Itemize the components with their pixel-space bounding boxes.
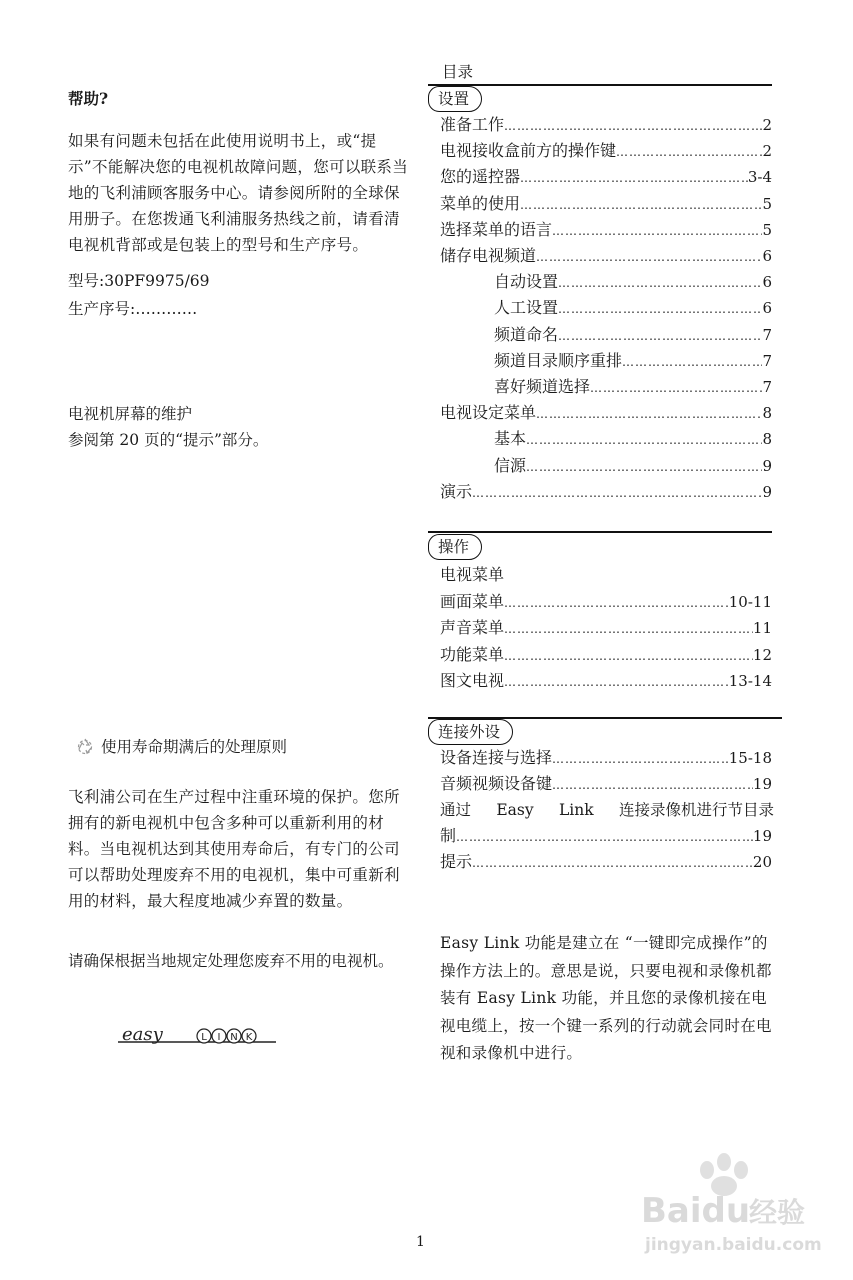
environment-paragraph: 飞利浦公司在生产过程中注重环境的保护。您所拥有的新电视机中包含多种可以重新利用的材料。当电视机达到其使用寿命后，有专门的公司可以帮助处理废弃不用的电视机，集中可重新利用的材料，最大程度地减少弃置的数量。 bbox=[68, 787, 400, 910]
logo-letter-k: K bbox=[245, 1032, 253, 1043]
toc-leader-dots bbox=[504, 113, 762, 139]
toc-leader-dots bbox=[558, 296, 762, 322]
toc-row bbox=[440, 668, 772, 694]
toc-row-easylink-recording-cont bbox=[440, 823, 772, 849]
toc-label: 菜单的使用 bbox=[440, 193, 521, 213]
toc-page: 10-11 bbox=[728, 592, 772, 611]
toc-word: Easy bbox=[496, 801, 534, 819]
toc-page: 2 bbox=[762, 142, 772, 161]
toc-row bbox=[440, 217, 772, 243]
toc-row bbox=[494, 374, 772, 400]
section-rule bbox=[428, 531, 772, 533]
toc-row bbox=[440, 138, 772, 164]
toc-leader-dots bbox=[558, 270, 762, 296]
toc-leader-dots bbox=[536, 244, 762, 270]
toc-label: 您的遥控器 bbox=[440, 167, 521, 187]
toc-page: 3-4 bbox=[747, 168, 772, 187]
toc-leader-dots bbox=[472, 850, 753, 876]
toc-row bbox=[440, 562, 772, 588]
toc-row bbox=[440, 164, 772, 190]
toc-word: 通过 bbox=[440, 801, 472, 819]
toc-label: 频道命名 bbox=[494, 324, 559, 344]
toc-row bbox=[440, 589, 772, 615]
toc-row bbox=[440, 479, 772, 505]
toc-label: 音频视频设备键 bbox=[440, 774, 553, 793]
toc-leader-dots bbox=[520, 165, 748, 191]
section-tab-operation: 操作 bbox=[428, 534, 482, 560]
toc-row bbox=[494, 269, 772, 295]
toc-title: 目录 bbox=[442, 63, 474, 81]
toc-label: 信源 bbox=[494, 455, 527, 475]
toc-page: 13-14 bbox=[728, 672, 772, 690]
toc-row bbox=[440, 642, 772, 668]
page-number: 1 bbox=[416, 1234, 425, 1250]
toc-leader-dots bbox=[472, 480, 762, 506]
toc-page: 7 bbox=[762, 378, 772, 396]
toc-row bbox=[440, 243, 772, 269]
logo-letter-n: N bbox=[230, 1032, 238, 1043]
toc-row bbox=[440, 849, 772, 875]
disposal-paragraph: 请确保根据当地规定处理您废弃不用的电视机。 bbox=[68, 951, 394, 970]
screen-care-heading: 电视机屏幕的维护 bbox=[68, 405, 193, 423]
toc-label: 频道目录顺序重排 bbox=[494, 350, 623, 370]
toc-word: 连接录像机进行节目录 bbox=[618, 801, 774, 819]
help-paragraph: 如果有问题未包括在此使用说明书上，或“提示”不能解决您的电视机故障问题，您可以联系当地的飞利浦顾客服务中心。请参阅所附的全球保用册子。在您拨通飞利浦服务热线之前，请看清电视机背部或是包装上的型号和生产序号。 bbox=[68, 131, 409, 254]
toc-page: 5 bbox=[762, 220, 772, 239]
toc-label: 提示 bbox=[440, 852, 473, 871]
toc-page: 8 bbox=[762, 430, 772, 449]
toc-row bbox=[440, 615, 772, 641]
toc-row bbox=[494, 322, 772, 348]
toc-page: 19 bbox=[752, 775, 772, 793]
toc-label: 电视菜单 bbox=[440, 565, 505, 584]
toc-word: Link bbox=[558, 801, 594, 819]
toc-leader-dots bbox=[456, 824, 753, 850]
toc-page: 5 bbox=[762, 194, 772, 213]
toc-row bbox=[440, 745, 772, 771]
serial-number: 生产序号:………… bbox=[68, 300, 198, 318]
toc-leader-dots bbox=[526, 454, 762, 480]
toc-page: 19 bbox=[752, 827, 772, 845]
recycle-icon bbox=[75, 736, 95, 756]
toc-row bbox=[440, 771, 772, 797]
toc-label: 功能菜单 bbox=[440, 644, 505, 664]
toc-leader-dots bbox=[622, 349, 762, 375]
baidu-jingyan-watermark bbox=[631, 1150, 821, 1260]
toc-label: 图文电视 bbox=[440, 671, 505, 690]
toc-leader-dots bbox=[504, 643, 753, 669]
toc-leader-dots bbox=[526, 427, 762, 453]
watermark-brand-cn: 经验 bbox=[749, 1196, 806, 1229]
toc-label: 画面菜单 bbox=[440, 591, 505, 611]
toc-page: 9 bbox=[762, 456, 772, 475]
paw-icon bbox=[700, 1153, 748, 1196]
easylink-description: Easy Link 功能是建立在 “一键即完成操作”的操作方法上的。意思是说，只要电视和录像机都装有 Easy Link 功能，并且您的录像机接在电视电缆上，按一个键一系列的行动就会同时在电视和录像机中进行。 bbox=[440, 934, 772, 1062]
toc-label: 选择菜单的语言 bbox=[440, 219, 553, 239]
toc-leader-dots bbox=[616, 139, 762, 165]
logo-letter-i: I bbox=[217, 1032, 221, 1043]
toc-row bbox=[494, 453, 772, 479]
easylink-logo bbox=[118, 1020, 278, 1060]
toc-leader-dots bbox=[504, 590, 729, 616]
toc-page: 6 bbox=[762, 247, 772, 265]
toc-page: 2 bbox=[762, 116, 772, 134]
toc-leader-dots bbox=[552, 772, 753, 798]
toc-leader-dots bbox=[552, 746, 729, 772]
section-tab-peripherals: 连接外设 bbox=[428, 719, 513, 745]
toc-leader-dots bbox=[520, 192, 762, 218]
toc-leader-dots bbox=[504, 669, 729, 695]
section-rule bbox=[428, 84, 772, 86]
model-number: 型号:30PF9975/69 bbox=[68, 272, 210, 290]
toc-label: 电视设定菜单 bbox=[440, 403, 537, 423]
toc-leader-dots bbox=[590, 375, 762, 401]
toc-label: 电视接收盒前方的操作键 bbox=[440, 141, 617, 161]
toc-page: 11 bbox=[752, 619, 772, 637]
toc-row-easylink-recording bbox=[440, 797, 774, 823]
easylink-logo-script: easy bbox=[122, 1024, 163, 1045]
toc-leader-dots bbox=[558, 323, 762, 349]
toc-label: 演示 bbox=[440, 481, 473, 501]
toc-row bbox=[440, 112, 772, 138]
toc-label: 设备连接与选择 bbox=[440, 748, 553, 767]
toc-label: 自动设置 bbox=[494, 272, 559, 292]
toc-leader-dots bbox=[504, 616, 753, 642]
logo-letter-l: L bbox=[201, 1032, 207, 1043]
toc-label: 储存电视频道 bbox=[440, 246, 537, 265]
toc-row bbox=[494, 295, 772, 321]
toc-page: 7 bbox=[762, 351, 772, 370]
toc-page: 15-18 bbox=[728, 749, 772, 767]
screen-care-text: 参阅第 20 页的“提示”部分。 bbox=[68, 431, 269, 449]
toc-label: 人工设置 bbox=[494, 298, 559, 318]
toc-leader-dots bbox=[536, 401, 762, 427]
toc-page: 8 bbox=[762, 404, 772, 423]
toc-row bbox=[440, 400, 772, 426]
toc-page: 12 bbox=[752, 645, 772, 664]
toc-label: 准备工作 bbox=[440, 115, 505, 134]
recycle-heading-row bbox=[75, 735, 287, 757]
toc-page: 7 bbox=[762, 325, 772, 344]
toc-row bbox=[440, 191, 772, 217]
section-tab-setup: 设置 bbox=[428, 86, 482, 112]
toc-page: 6 bbox=[762, 299, 772, 318]
help-heading: 帮助? bbox=[68, 89, 109, 108]
watermark-brand: Baidu bbox=[641, 1191, 751, 1231]
toc-row bbox=[494, 348, 772, 374]
toc-label: 声音菜单 bbox=[440, 618, 505, 637]
toc-label: 制 bbox=[440, 826, 457, 845]
toc-leader-dots bbox=[552, 218, 762, 244]
toc-row bbox=[494, 426, 772, 452]
toc-page: 20 bbox=[752, 853, 772, 871]
toc-page: 6 bbox=[762, 273, 772, 292]
watermark-url: jingyan.baidu.com bbox=[645, 1235, 821, 1255]
recycle-heading: 使用寿命期满后的处理原则 bbox=[101, 738, 288, 756]
toc-label: 基本 bbox=[494, 429, 527, 449]
toc-page: 9 bbox=[762, 482, 772, 501]
toc-label: 喜好频道选择 bbox=[494, 377, 591, 396]
